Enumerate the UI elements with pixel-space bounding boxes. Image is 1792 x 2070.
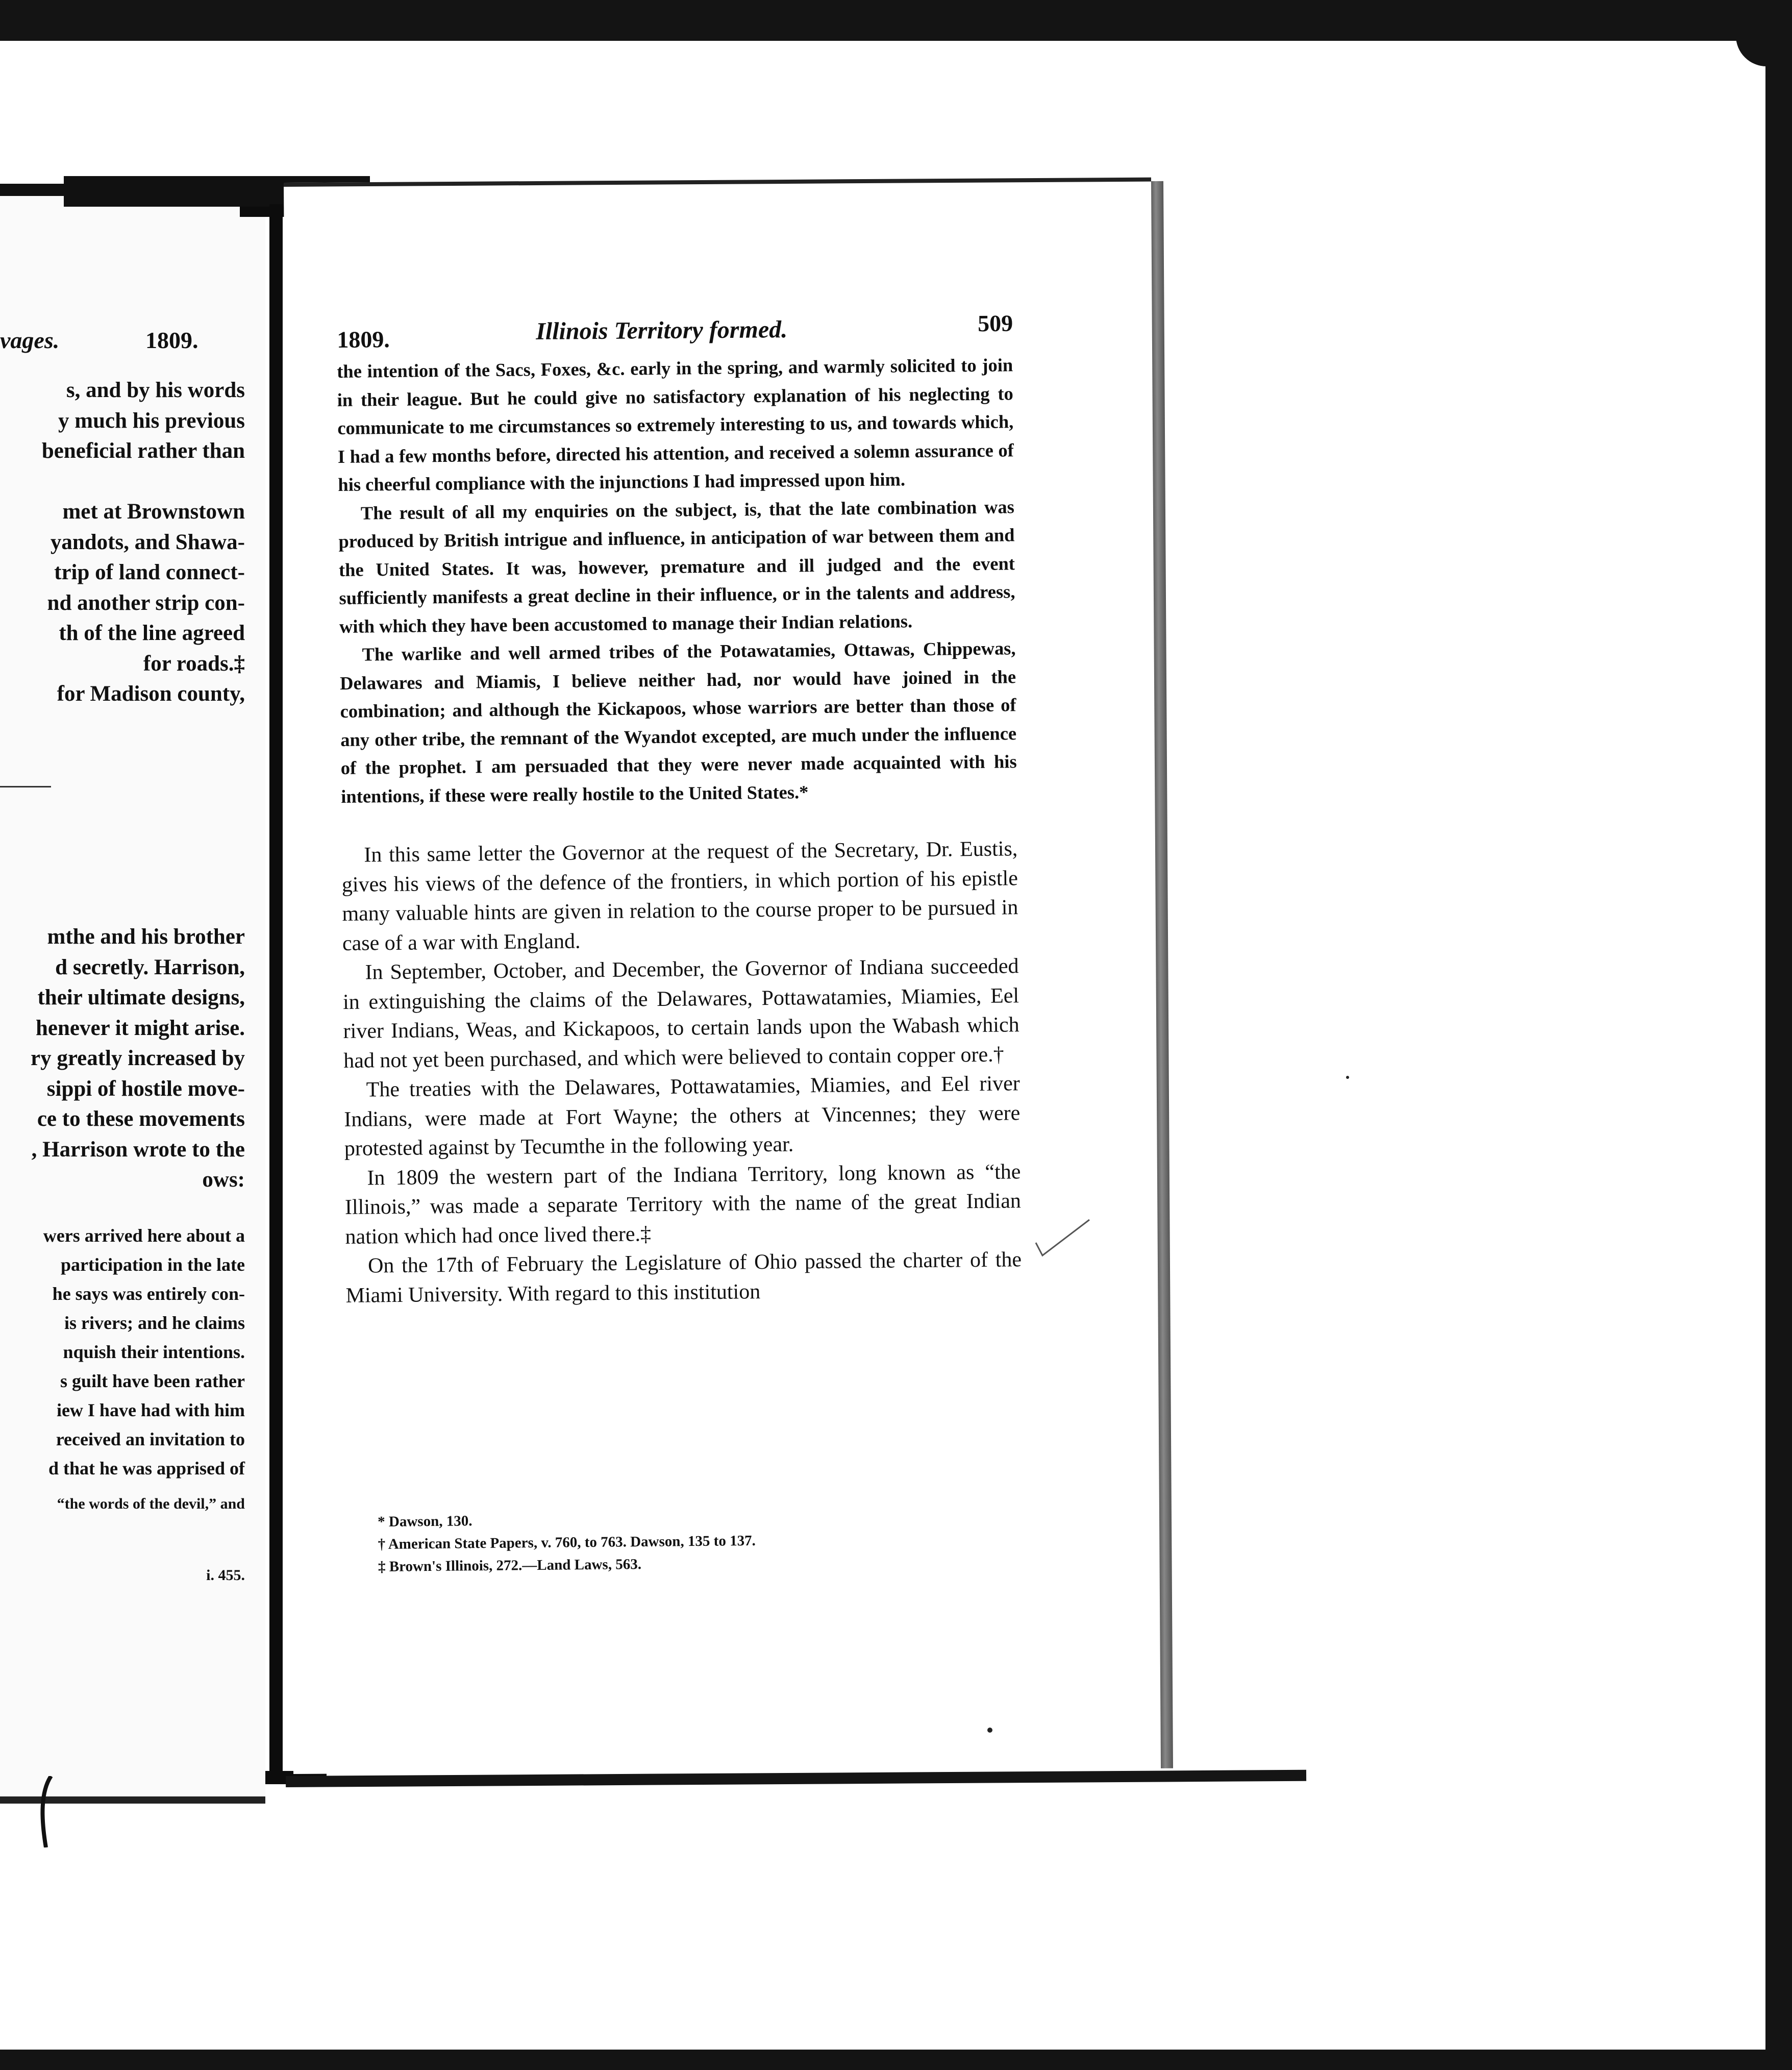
body-paragraph: In September, October, and December, the Governor of Indiana succeeded in extinguishing the claims of the Delawares, Pottawatamies, Miamies, Eel river Indians, Weas, and Kickapoos, to certain lands upon the Wabash which had not yet been purchased, and which were believed to contain copper ore.† [342,954,1019,1073]
quote-paragraph: The result of all my enquiries on the subject, is, that the late combination was produced by British intrigue and influence, in anticipation of war between them and the United States. It was, however, premature and ill judged and the event sufficiently manifests a great decline in their influence, or in the talents and address, with which they have been accustomed to manage their Indian relations. [338,496,1015,637]
left-page-line: for Madison county, [57,682,245,706]
left-page-line: “the words of the devil,” and [57,1495,245,1512]
quote-paragraph: The warlike and well armed tribes of the Potawatamies, Ottawas, Chippewas, Delawares and Miamis, I believe neither had, nor would have joined in the combination; and although the Kickapoos, whose warriors are better than those of any other tribe, the remnant of the Wyandot excepted, are much under the influence of the prophet. I am persuaded that they were never made acquainted with his intentions, if these were really hostile to the United States.* [339,637,1017,807]
book-spine [269,204,283,1771]
left-page-line: participation in the late [61,1254,245,1275]
left-page-line: yandots, and Shawa- [50,530,245,554]
scan-border-right [1765,0,1792,2070]
left-page-line: y much his previous [58,408,245,433]
page-body [337,351,1022,1311]
ink-speck [987,1728,992,1733]
left-page-top-edge [0,184,64,196]
ink-speck [1346,1076,1349,1079]
left-page-line: i. 455. [206,1567,245,1584]
left-page-line: s guilt have been rather [60,1371,245,1391]
left-page-line: mthe and his brother [47,925,245,949]
pencil-check-mark-icon [1033,1217,1094,1268]
scan-border-top [0,0,1792,41]
footnote: † American State Papers, v. 760, to 763. Dawson, 135 to 137. [378,1532,756,1552]
page-number: 509 [977,310,1013,337]
left-page-line: is rivers; and he claims [64,1313,245,1333]
left-page-line: nd another strip con- [47,590,245,615]
left-page-line: ry greatly increased by [31,1046,245,1070]
page-corner-curl-icon [36,1776,56,1847]
scan-border-corner [1736,31,1772,66]
left-page-line: wers arrived here about a [43,1225,245,1246]
footnote: * Dawson, 130. [378,1513,472,1530]
body-paragraph: In this same letter the Governor at the request of the Secretary, Dr. Eustis, gives his views of the defence of the frontiers, in which portion of his epistle many valuable hints are given in relation to the course proper to be pursued in case of a war with England. [341,837,1018,955]
left-page-line: trip of land connect- [54,560,245,584]
left-page-line: nquish their intentions. [63,1342,245,1362]
left-page-line: d secretly. Harrison, [55,955,245,979]
quote-paragraph: the intention of the Sacs, Foxes, &c. early in the spring, and warmly solicited to join in their league. But he could give no satisfactory explanation of his neglecting to communicate to me circumstances so extremely interesting to us, and towards which, I had a few months before, directed his attention, and received a solemn assurance of his cheerful compliance with the injunctions I had impressed upon him. [337,354,1014,495]
left-page-line: their ultimate designs, [37,985,245,1009]
left-page-line: received an invitation to [56,1429,245,1449]
left-page-line: met at Brownstown [62,500,245,524]
scan-border-bottom [0,2050,1792,2070]
left-page-line: sippi of hostile move- [46,1076,245,1101]
body-paragraph: On the 17th of February the Legislature of Ohio passed the charter of the Miami University. With regard to this institution [345,1248,1022,1308]
left-page-line: th of the line agreed [59,621,245,645]
left-page-header-title: vages. [0,327,60,353]
left-page-line: s, and by his words [66,378,245,402]
body-paragraph: The treaties with the Delawares, Pottawatamies, Miamies, and Eel river Indians, were made at Fort Wayne; the others at Vincennes; they were protested against by Tecumthe in the following year. [344,1072,1021,1161]
left-page-line: ce to these movements [37,1107,245,1131]
left-page-line: for roads.‡ [143,651,245,676]
left-page-line: henever it might arise. [35,1016,245,1040]
running-head-year: 1809. [337,326,390,353]
left-page-line: ows: [202,1168,245,1192]
body-paragraph: In 1809 the western part of the Indiana Territory, long known as “the Illinois,” was made a separate Territory with the name of the great Indian nation which had once lived there.‡ [344,1160,1022,1249]
left-page [0,189,265,1804]
left-page-line: iew I have had with him [56,1400,245,1420]
left-page-rule [0,786,51,787]
left-page-line: d that he was apprised of [48,1458,245,1478]
running-head [337,310,1013,353]
footnote: ‡ Brown's Illinois, 272.—Land Laws, 563. [378,1556,642,1575]
footnotes [378,1505,990,1578]
left-page-line: , Harrison wrote to the [31,1137,245,1162]
left-page-header-year: 1809. [145,327,198,353]
left-page-line: beneficial rather than [41,439,245,463]
running-head-title: Illinois Territory formed. [535,316,788,345]
left-page-line: he says was entirely con- [52,1284,245,1304]
